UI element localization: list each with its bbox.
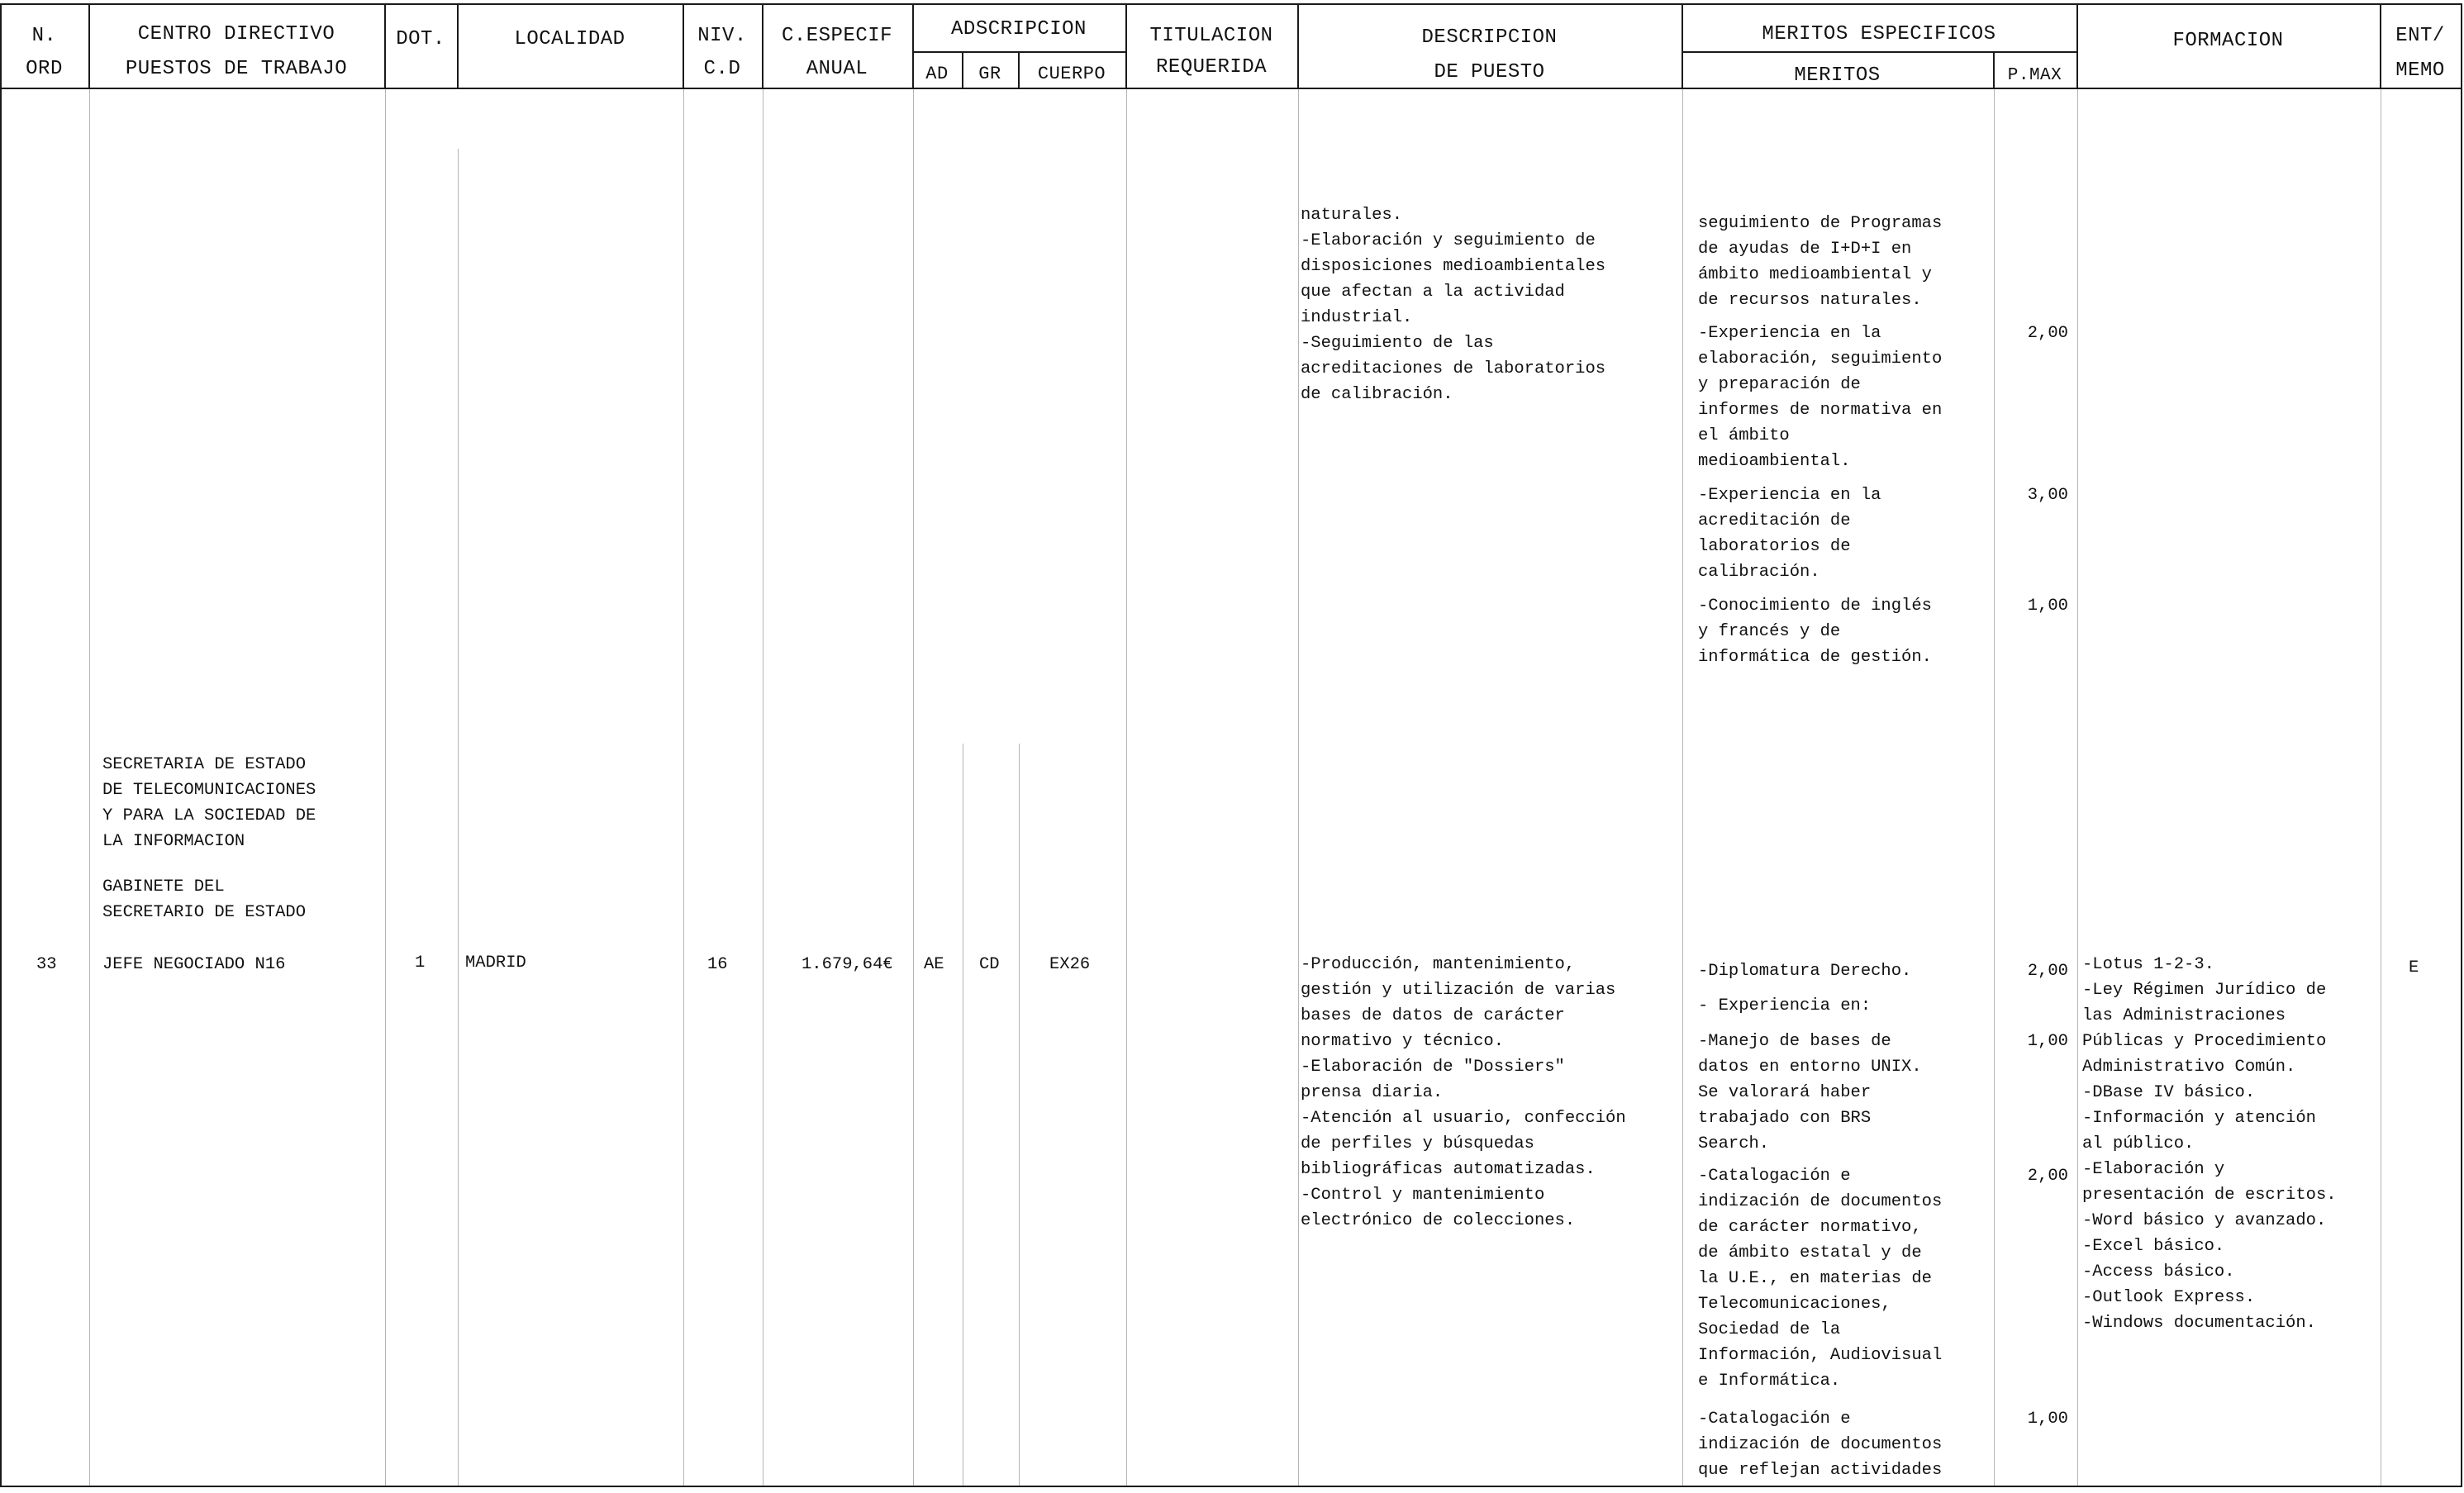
formacion-line: al público. [2082, 1134, 2195, 1153]
merit-line: indización de documentos [1698, 1192, 1943, 1211]
hdr-ord: ORD [26, 58, 63, 80]
border-bottom [0, 1486, 2462, 1487]
desc-line: -Control y mantenimiento [1301, 1186, 1545, 1205]
meritos-sub-rule [1682, 51, 2076, 53]
centro-line: Y PARA LA SOCIEDAD DE [102, 806, 316, 825]
row-merit-5-pts: 1,00 [2027, 1410, 2068, 1429]
desc-line: -Producción, mantenimiento, [1301, 955, 1576, 974]
formacion-line: -Outlook Express. [2082, 1288, 2256, 1307]
merit-line: Search. [1698, 1134, 1770, 1153]
hdr-gr: GR [978, 64, 1001, 84]
hdr-meritos: MERITOS [1794, 64, 1881, 87]
centro-line [102, 854, 316, 874]
body-guide-12 [1994, 89, 1995, 1486]
centro-line: DE TELECOMUNICACIONES [102, 781, 316, 800]
merit-line: Telecomunicaciones, [1698, 1295, 1891, 1314]
merit-line: la U.E., en materias de [1698, 1269, 1932, 1288]
hdr-cuerpo: CUERPO [1037, 64, 1106, 84]
row-gr: CD [979, 955, 1000, 974]
desc-line: gestión y utilización de varias [1301, 981, 1616, 1000]
cont-desc-line: -Elaboración y seguimiento de [1301, 231, 1596, 250]
merit-line: elaboración, seguimiento [1698, 349, 1943, 368]
row-ad: AE [924, 955, 944, 974]
formacion-line: -Access básico. [2082, 1262, 2235, 1281]
body-guide-10 [1298, 89, 1299, 1486]
row-n-ord: 33 [36, 955, 57, 974]
desc-line: normativo y técnico. [1301, 1032, 1505, 1051]
row-merit-2 [1698, 993, 1871, 1019]
centro-line: SECRETARIA DE ESTADO [102, 755, 307, 774]
desc-line: bases de datos de carácter [1301, 1006, 1565, 1025]
row-merit-3 [1698, 1029, 1922, 1157]
merit-line: el ámbito [1698, 426, 1790, 445]
hdr-especif: C.ESPECIF [781, 25, 893, 47]
merit-line: -Catalogación e [1698, 1167, 1851, 1186]
body-guide-1 [89, 89, 90, 1486]
formacion-line: Administrativo Común. [2082, 1058, 2296, 1077]
body-guide-13 [2077, 89, 2078, 1486]
merit-line: e Informática. [1698, 1372, 1841, 1391]
continuation-descripcion [1301, 202, 1605, 407]
hdr-centro: CENTRO DIRECTIVO [137, 23, 335, 45]
body-guide-8 [1019, 744, 1020, 1486]
desc-line: prensa diaria. [1301, 1083, 1444, 1102]
cont-merit-3 [1698, 483, 1881, 585]
border-right [2461, 3, 2462, 1487]
hdr-puestos: PUESTOS DE TRABAJO [125, 58, 348, 80]
hdr-formacion: FORMACION [2172, 30, 2284, 52]
hdr-descripcion: DESCRIPCION [1421, 26, 1558, 49]
merit-line: seguimiento de Programas [1698, 214, 1943, 233]
merit-line: medioambiental. [1698, 452, 1851, 471]
border-top [0, 3, 2462, 5]
adscripcion-sub-rule [912, 51, 1125, 53]
formacion-line: -Información y atención [2082, 1109, 2316, 1128]
border-left [0, 3, 2, 1487]
cont-desc-line: acreditaciones de laboratorios [1301, 359, 1606, 378]
row-especif: 1.679,64€ [802, 955, 893, 974]
cont-merit-2-pts: 2,00 [2027, 324, 2068, 343]
cont-desc-line: de calibración. [1301, 385, 1453, 404]
formacion-line: -Word básico y avanzado. [2082, 1211, 2327, 1230]
row-niv: 16 [707, 955, 728, 974]
merit-line: Se valorará haber [1698, 1083, 1872, 1102]
merit-line: - Experiencia en: [1698, 996, 1872, 1015]
hdr-localidad: LOCALIDAD [514, 28, 626, 50]
hdr-memo: MEMO [2395, 59, 2445, 82]
merit-line: informes de normativa en [1698, 401, 1943, 420]
cont-merit-3-pts: 3,00 [2027, 486, 2068, 505]
formacion-line: -Elaboración y [2082, 1160, 2225, 1179]
merit-line: -Manejo de bases de [1698, 1032, 1891, 1051]
row-dot: 1 [415, 953, 426, 972]
hdr-dot: DOT. [396, 28, 445, 50]
hdr-adscripcion: ADSCRIPCION [951, 18, 1087, 40]
cont-merit-2 [1698, 321, 1942, 474]
merit-line: calibración. [1698, 563, 1820, 582]
desc-line: -Atención al usuario, confección [1301, 1109, 1626, 1128]
hdr-niv: NIV. [697, 25, 747, 47]
merit-line: -Experiencia en la [1698, 324, 1881, 343]
merit-line: que reflejan actividades [1698, 1461, 1943, 1480]
hdr-cd: C.D [703, 58, 741, 80]
merit-line: -Diplomatura Derecho. [1698, 962, 1912, 981]
formacion-line: -DBase IV básico. [2082, 1083, 2256, 1102]
body-guide-9 [1126, 89, 1127, 1486]
cont-desc-line: disposiciones medioambientales [1301, 257, 1606, 276]
row-formacion [2082, 952, 2337, 1336]
cont-desc-line: industrial. [1301, 308, 1413, 327]
hdr-requerida: REQUERIDA [1155, 56, 1268, 78]
centro-directivo-block [102, 752, 316, 925]
formacion-line: -Windows documentación. [2082, 1314, 2316, 1333]
centro-line: SECRETARIO DE ESTADO [102, 903, 307, 922]
merit-line: de ámbito estatal y de [1698, 1243, 1922, 1262]
header-bottom-rule [0, 88, 2462, 89]
row-ent-memo: E [2409, 958, 2419, 977]
body-guide-3 [458, 149, 459, 1486]
row-cuerpo: EX26 [1049, 955, 1091, 974]
merit-line: -Catalogación e [1698, 1410, 1851, 1429]
cont-desc-line: -Seguimiento de las [1301, 334, 1494, 353]
merit-line: informática de gestión. [1698, 648, 1932, 667]
row-localidad: MADRID [465, 953, 526, 972]
merit-line: -Experiencia en la [1698, 486, 1881, 505]
merit-line: -Conocimiento de inglés [1698, 597, 1932, 616]
cont-desc-line: que afectan a la actividad [1301, 283, 1565, 302]
row-merit-4 [1698, 1163, 1942, 1394]
merit-line: indización de documentos [1698, 1435, 1943, 1454]
hdr-anual: ANUAL [806, 58, 868, 80]
formacion-line: -Excel básico. [2082, 1237, 2225, 1256]
merit-line: laboratorios de [1698, 537, 1851, 556]
merit-line: ámbito medioambiental y [1698, 265, 1932, 284]
formacion-line: presentación de escritos. [2082, 1186, 2337, 1205]
cont-merit-4 [1698, 593, 1932, 670]
cont-desc-line: naturales. [1301, 206, 1403, 225]
formacion-line: Públicas y Procedimiento [2082, 1032, 2327, 1051]
formacion-line: las Administraciones [2082, 1006, 2286, 1025]
hdr-pmax: P.MAX [2007, 66, 2062, 85]
desc-line: bibliográficas automatizadas. [1301, 1160, 1596, 1179]
hdr-n: N. [31, 25, 57, 47]
desc-line: electrónico de colecciones. [1301, 1211, 1576, 1230]
row-puesto: JEFE NEGOCIADO N16 [102, 955, 286, 974]
merit-line: de ayudas de I+D+I en [1698, 240, 1912, 259]
row-merit-1-pts: 2,00 [2027, 962, 2068, 981]
formacion-line: -Ley Régimen Jurídico de [2082, 981, 2327, 1000]
centro-line: LA INFORMACION [102, 832, 245, 851]
centro-line: GABINETE DEL [102, 877, 225, 896]
row-merit-1 [1698, 958, 1911, 984]
merit-line: de carácter normativo, [1698, 1218, 1922, 1237]
body-guide-11 [1682, 89, 1683, 1486]
cont-merit-4-pts: 1,00 [2027, 597, 2068, 616]
row-merit-5 [1698, 1406, 1942, 1483]
body-guide-4 [683, 89, 684, 1486]
hdr-titulacion: TITULACION [1149, 25, 1273, 47]
formacion-line: -Lotus 1-2-3. [2082, 955, 2214, 974]
merit-line: y preparación de [1698, 375, 1861, 394]
merit-line: datos en entorno UNIX. [1698, 1058, 1922, 1077]
row-merit-4-pts: 2,00 [2027, 1167, 2068, 1186]
hdr-ad: AD [925, 64, 949, 84]
hdr-ent: ENT/ [2395, 25, 2445, 47]
body-guide-6 [913, 89, 914, 1486]
hdr-meritos-especificos: MERITOS ESPECIFICOS [1762, 23, 1996, 45]
merit-line: y francés y de [1698, 622, 1841, 641]
merit-line: de recursos naturales. [1698, 291, 1922, 310]
merit-line: trabajado con BRS [1698, 1109, 1872, 1128]
body-guide-2 [385, 89, 386, 1486]
merit-line: Información, Audiovisual [1698, 1346, 1943, 1365]
cont-merit-1 [1698, 211, 1942, 313]
row-merit-3-pts: 1,00 [2027, 1032, 2068, 1051]
desc-line: -Elaboración de "Dossiers" [1301, 1058, 1565, 1077]
desc-line: de perfiles y búsquedas [1301, 1134, 1534, 1153]
merit-line: acreditación de [1698, 511, 1851, 530]
row-descripcion [1301, 952, 1626, 1234]
hdr-de-puesto: DE PUESTO [1434, 61, 1545, 83]
merit-line: Sociedad de la [1698, 1320, 1841, 1339]
